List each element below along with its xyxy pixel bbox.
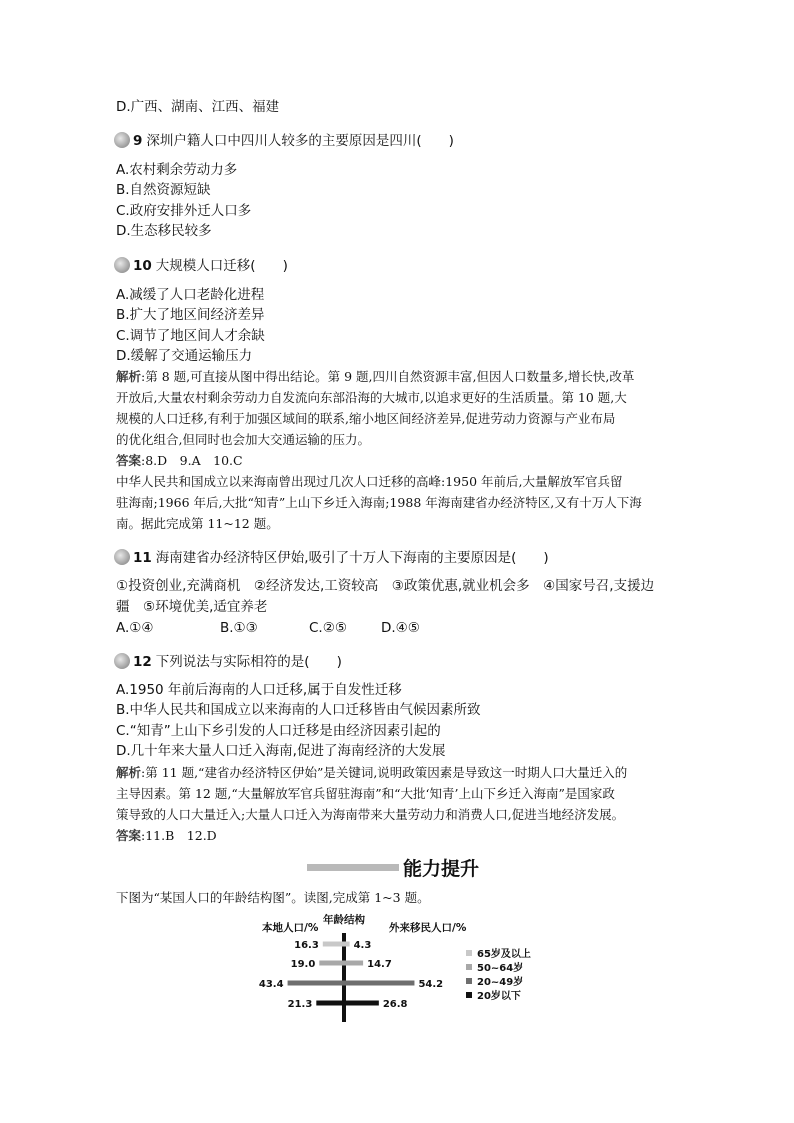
q9-option-d: D.生态移民较多 <box>116 223 212 239</box>
material-line: 中华人民共和国成立以来海南曾出现过几次人口迁移的高峰:1950 年前后,大量解放军官兵留 <box>116 474 623 489</box>
bar-migrant-1 <box>344 961 363 966</box>
bar-local-2 <box>288 981 344 986</box>
explanation-line: 的优化组合,但同时也会加大交通运输的压力。 <box>116 432 370 447</box>
bar-migrant-3 <box>344 1001 379 1006</box>
question-number: 11 <box>133 550 152 566</box>
chart-title: 年龄结构 <box>323 914 365 926</box>
q12-option-d: D.几十年来大量人口迁入海南,促进了海南经济的大发展 <box>116 743 446 759</box>
explanation-text: :第 8 题,可直接从图中得出结论。第 9 题,四川自然资源丰富,但因人口数量多,增长快,改革 <box>141 369 635 384</box>
data-label-migrant-1: 14.7 <box>367 959 392 970</box>
question-text: 深圳户籍人口中四川人较多的主要原因是四川( ) <box>146 133 454 149</box>
legend-label-0: 65岁及以上 <box>477 949 531 960</box>
bar-local-0 <box>323 942 344 947</box>
q9-option-a: A.农村剩余劳动力多 <box>116 162 238 178</box>
chart-intro: 下图为“某国人口的年龄结构图”。读图,完成第 1~3 题。 <box>116 890 430 905</box>
question-text: 大规模人口迁移( ) <box>155 258 288 274</box>
q11-option-d: D.④⑤ <box>381 620 420 636</box>
answer-label: 答案 <box>116 453 142 468</box>
legend-label-2: 20~49岁 <box>477 977 524 988</box>
explanation-text: :第 11 题,“建省办经济特区伊始”是关键词,说明政策因素是导致这一时期人口大量迁入的 <box>141 765 628 780</box>
q8-option-d: D.广西、湖南、江西、福建 <box>116 99 280 115</box>
material-line: 驻海南;1966 年后,大批“知青”上山下乡迁入海南;1988 年海南建省办经济特区,又有十万人下海 <box>116 495 642 510</box>
section-title-text: 能力提升 <box>403 858 480 880</box>
q11-option-a: A.①④ <box>116 620 154 636</box>
data-label-local-0: 16.3 <box>294 940 319 951</box>
legend-label-1: 50~64岁 <box>477 963 524 974</box>
explanation-line: 规模的人口迁移,有利于加强区域间的联系,缩小地区间经济差异,促进劳动力资源与产业布局 <box>116 411 616 426</box>
explanation-label: 解析 <box>116 369 142 384</box>
q10-option-d: D.缓解了交通运输压力 <box>116 348 253 364</box>
q11-option-c: C.②⑤ <box>309 620 347 636</box>
legend-label-3: 20岁以下 <box>477 991 521 1002</box>
question-number: 9 <box>133 133 143 149</box>
data-label-local-2: 43.4 <box>258 979 284 990</box>
question-text: 下列说法与实际相符的是( ) <box>155 654 342 670</box>
left-axis-label: 本地人口/% <box>262 922 319 934</box>
material-line: 南。据此完成第 11~12 题。 <box>116 516 279 531</box>
explanation-line: 开放后,大量农村剩余劳动力自发流向东部沿海的大城市,以追求更好的生活质量。第 10 题,大 <box>116 390 627 405</box>
right-axis-label: 外来移民人口/% <box>389 922 467 934</box>
legend-swatch-3 <box>466 992 472 998</box>
question-number: 10 <box>133 258 152 274</box>
q11-option-b: B.①③ <box>220 620 258 636</box>
legend-swatch-1 <box>466 964 472 970</box>
answer-text: :8.D 9.A 10.C <box>141 453 243 468</box>
explanation-line: 主导因素。第 12 题,“大量解放军官兵留驻海南”和“大批‘知青’上山下乡迁入海南”是国家政 <box>116 786 615 801</box>
legend-swatch-0 <box>466 950 472 956</box>
q10-option-c: C.调节了地区间人才余缺 <box>116 328 265 344</box>
q12-option-b: B.中华人民共和国成立以来海南的人口迁移皆由气候因素所致 <box>116 702 481 718</box>
bar-local-3 <box>316 1001 344 1006</box>
data-label-migrant-3: 26.8 <box>382 999 408 1010</box>
q11-statement-line: ①投资创业,充满商机 ②经济发达,工资较高 ③政策优惠,就业机会多 ④国家号召,支援边 <box>116 578 655 594</box>
q9-option-b: B.自然资源短缺 <box>116 182 211 198</box>
question-text: 海南建省办经济特区伊始,吸引了十万人下海南的主要原因是( ) <box>155 550 549 566</box>
q12-option-c: C.“知青”上山下乡引发的人口迁移是由经济因素引起的 <box>116 723 441 739</box>
data-label-migrant-0: 4.3 <box>353 940 372 951</box>
q11-statement-line: 疆 ⑤环境优美,适宜养老 <box>116 599 268 615</box>
data-label-local-1: 19.0 <box>290 959 316 970</box>
q10-option-b: B.扩大了地区间经济差异 <box>116 307 265 323</box>
bar-migrant-2 <box>344 981 414 986</box>
data-label-migrant-2: 54.2 <box>418 979 444 990</box>
explanation-label: 解析 <box>116 765 142 780</box>
answer-label: 答案 <box>116 828 142 843</box>
explanation-line: 策导致的人口大量迁入;大量人口迁入为海南带来大量劳动力和消费人口,促进当地经济发展。 <box>116 807 625 822</box>
question-number: 12 <box>133 654 152 670</box>
q9-option-c: C.政府安排外迁人口多 <box>116 203 252 219</box>
answer-text: :11.B 12.D <box>141 828 217 843</box>
data-label-local-3: 21.3 <box>287 999 313 1010</box>
bar-migrant-0 <box>344 942 350 947</box>
q12-option-a: A.1950 年前后海南的人口迁移,属于自发性迁移 <box>116 682 402 698</box>
legend-swatch-2 <box>466 978 472 984</box>
q10-option-a: A.减缓了人口老龄化进程 <box>116 287 265 303</box>
bar-local-1 <box>319 961 344 966</box>
